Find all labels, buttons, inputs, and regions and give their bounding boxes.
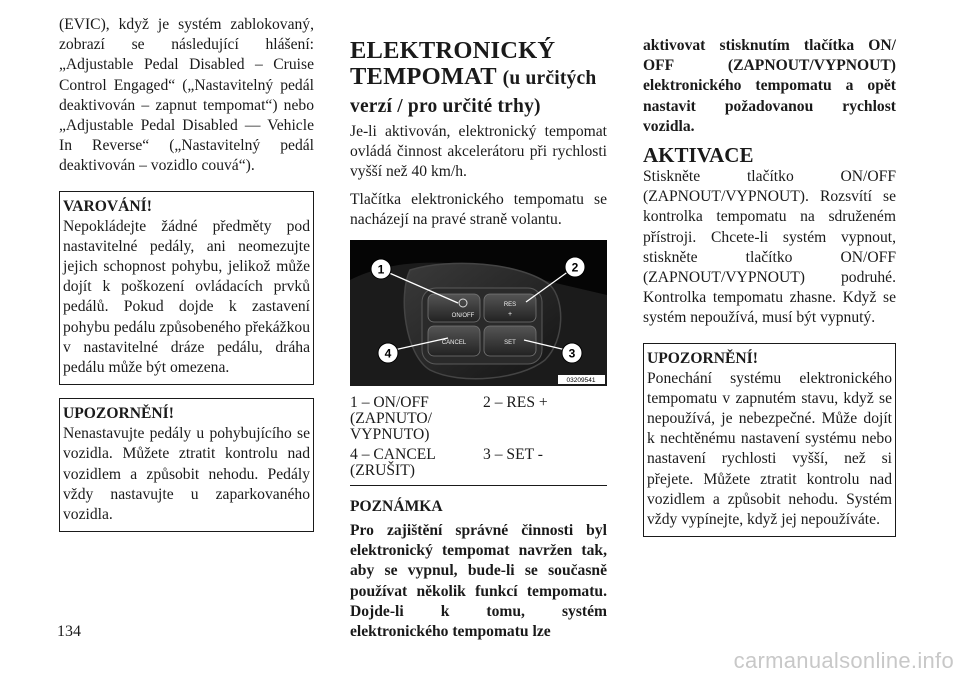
label-cancel: CANCEL: [441, 340, 467, 347]
heading-line-2b: (u určitých: [502, 68, 597, 89]
caution-text-right: Ponechání systému elektronického tempomatu v zapnutém stavu, když se nepoužívá, je nebezpečné. Může dojít k nechtěnému nastavení systému nebo nastavení rychlosti vyšší, než si přejete. Můžete ztratit kontrolu nad vozidlem a způsobit nehodu. Systém vždy vypínejte, když jej nepoužíváte.: [647, 369, 892, 529]
label-set: SET: [504, 340, 516, 347]
legend-item-2: 2 – RES +: [483, 394, 548, 412]
warning-box: [59, 191, 314, 386]
column-right: [643, 0, 896, 537]
callout-3: 3: [568, 346, 576, 361]
heading-line-3: verzí / pro určité trhy): [350, 96, 541, 117]
steering-wheel-illustration: [350, 240, 607, 386]
legend-row: [350, 395, 607, 447]
legend-row: [350, 447, 607, 483]
page-number: 134: [57, 623, 81, 640]
column-middle: [350, 0, 607, 642]
callout-1: 1: [377, 262, 385, 277]
caution-title: UPOZORNĚNÍ!: [63, 405, 174, 423]
intro-paragraph: (EVIC), když je systém zablokovaný, zobrazí se následující hlášení: „Adjustable Pedal Disabled – Cruise Control Engaged“ („Nastavitelný pedál deaktivován – zapnut tempomat“) nebo „Adjustable Pedal Disabled — Vehicle In Reverse“ („Nastavitelný pedál deaktivován – vozidlo couvá“).: [59, 16, 314, 175]
caution-box: [59, 398, 314, 532]
caution-title-right: UPOZORNĚNÍ!: [647, 349, 758, 367]
column-left: [59, 0, 314, 532]
activation-text: Stiskněte tlačítko ON/OFF (ZAPNOUT/VYPNOUT). Rozsvítí se kontrolka tempomatu na sdruženém přístroji. Chcete-li systém vypnout, stiskněte tlačítko ON/OFF (ZAPNOUT/VYPNOUT) podruhé. Kontrolka tempomatu zhasne. Když se systém nepoužívá, musí být vypnutý.: [643, 168, 896, 327]
heading-line-1: ELEKTRONICKÝ: [350, 37, 556, 64]
intro-paragraph-cruise: Je-li aktivován, elektronický tempomat ovládá činnost akcelerátoru při rychlosti vyšší než 40 km/h.: [350, 123, 607, 181]
callout-4: 4: [384, 346, 392, 361]
legend-item-4: 4 – CANCEL (ZRUŠIT): [350, 446, 436, 480]
legend-item-3: 3 – SET -: [483, 446, 543, 464]
warning-title: VAROVÁNÍ!: [63, 197, 152, 215]
watermark: carmanualsonline.info: [733, 648, 954, 673]
label-onoff: ON/OFF: [451, 313, 475, 320]
caution-box-right: [643, 343, 896, 538]
label-res: RES: [503, 302, 517, 309]
figure-code: 03209541: [566, 377, 596, 385]
buttons-location-paragraph: Tlačítka elektronického tempomatu se nacházejí na pravé straně volantu.: [350, 190, 607, 228]
section-heading: [350, 38, 607, 120]
activation-heading: AKTIVACE: [643, 143, 754, 168]
legend-item-1: 1 – ON/OFF (ZAPNUTO/ VYPNUTO): [350, 394, 433, 444]
continued-note-text: aktivovat stisknutím tlačítka ON/ OFF (ZAPNOUT/VYPNOUT) elektronického tempomatu a opět nastavit požadovanou rychlost vozidla.: [643, 37, 896, 135]
legend-divider: [350, 485, 607, 486]
label-res-plus: +: [507, 311, 513, 319]
note-text: Pro zajištění správné činnosti byl elektronický tempomat navržen tak, aby se vypnul, bude-li se současně používat několik funkcí tempomatu. Dojde-li k tomu, systém elektronického tempomatu lze: [350, 522, 607, 641]
warning-text: Nepokládejte žádné předměty pod nastavitelné pedály, ani neomezujte jejich schopnost pohybu, jelikož může dojít k poškození ovládacích prvků pedálů. Pokud dojde k zastavení pohybu pedálu způsobeného překážkou v nastavitelné dráze pedálu, dráha pedálu může být omezena.: [63, 217, 310, 377]
figure-legend: [350, 395, 607, 486]
heading-line-2a: TEMPOMAT: [350, 63, 497, 90]
cruise-control-figure: [350, 240, 607, 386]
caution-text: Nenastavujte pedály u pohybujícího se vozidla. Můžete ztratit kontrolu nad vozidlem a způsobit nehodu. Pedály vždy nastavujte u zaparkovaného vozidla.: [63, 425, 310, 524]
callout-2: 2: [571, 260, 579, 275]
note-title: POZNÁMKA: [350, 498, 443, 516]
